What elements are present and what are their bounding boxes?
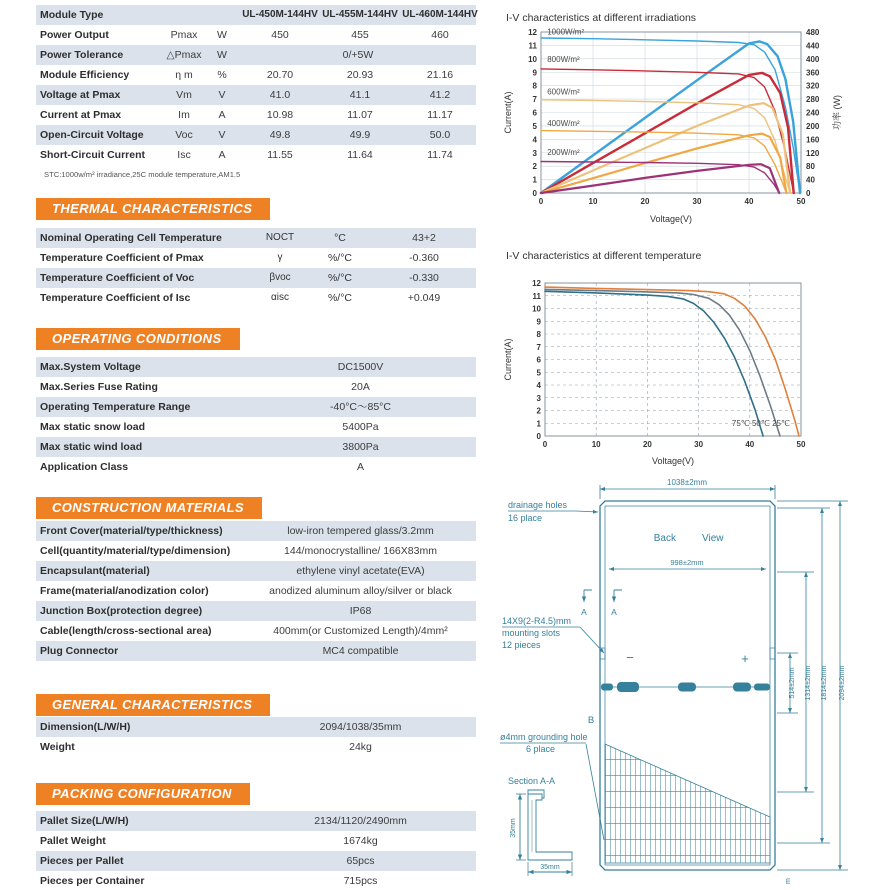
table-cell: 400mm(or Customized Length)/4mm² [273, 625, 448, 637]
minus-terminal-label: − [626, 650, 634, 665]
table-cell: Application Class [40, 461, 129, 473]
svg-text:35mm: 35mm [540, 864, 560, 871]
table-cell: 20.93 [346, 69, 374, 81]
table-cell: 11.74 [427, 149, 453, 161]
table-cell: Isc [177, 149, 191, 161]
table-cell: βvoc [269, 272, 291, 283]
svg-text:ø4mm grounding hole: ø4mm grounding hole [500, 732, 588, 742]
table-row [36, 105, 476, 125]
y-tick-label: 1 [536, 419, 541, 429]
stc-footnote: STC:1000w/m² irradiance,25C module temperature,AM1.5 [44, 170, 241, 179]
series-25C [545, 287, 799, 436]
table-cell: UL-460M-144HV [402, 9, 478, 20]
table-cell: Voc [175, 129, 193, 141]
table-cell: Cable(length/cross-sectional area) [40, 625, 212, 637]
table-cell: 2134/1120/2490mm [314, 815, 407, 827]
y-tick-label: 9 [536, 317, 541, 327]
table-cell: A [356, 461, 364, 473]
y2-tick-label: 240 [806, 108, 820, 118]
table-cell: 11.55 [267, 149, 293, 161]
table-cell: Plug Connector [40, 645, 119, 657]
table-cell: 455 [351, 29, 369, 41]
connector-cables [601, 682, 770, 692]
x-tick-label: 0 [538, 197, 544, 206]
table-cell: Junction Box(protection degree) [40, 605, 203, 617]
table-cell: Open-Circuit Voltage [40, 129, 144, 141]
svg-text:2094±2mm: 2094±2mm [839, 665, 846, 701]
table-cell: Max.System Voltage [40, 361, 141, 373]
section-header-general: GENERAL CHARACTERISTICS [36, 694, 270, 716]
y2-tick-label: 440 [806, 41, 820, 51]
table-cell: 43+2 [412, 232, 436, 244]
table-cell: 0/+5W [342, 49, 374, 61]
section-header-operating: OPERATING CONDITIONS [36, 328, 240, 350]
table-cell: Pieces per Pallet [40, 855, 124, 867]
x-tick-label: 30 [694, 440, 704, 449]
table-cell: NOCT [265, 232, 295, 243]
table-cell: Pallet Weight [40, 835, 106, 847]
table-cell: Vm [176, 89, 192, 101]
x-tick-label: 30 [692, 197, 702, 206]
table-cell: Cell(quantity/material/type/dimension) [40, 545, 231, 557]
table-cell [164, 5, 204, 25]
hatched-cell-area [605, 744, 770, 863]
y2-tick-label: 120 [806, 148, 820, 158]
table-cell: W [217, 49, 227, 61]
table-cell: 11.07 [347, 109, 373, 121]
y-axis-label: Current(A) [503, 338, 513, 381]
table-row [36, 65, 476, 85]
table-cell: Nominal Operating Cell Temperature [40, 232, 222, 244]
y-axis-label: Current(A) [503, 91, 513, 134]
table-cell: %/°C [327, 292, 353, 304]
table-cell: Encapsulant(material) [40, 565, 150, 577]
table-row [36, 377, 476, 397]
y-tick-label: 12 [528, 28, 537, 37]
b-label: B [587, 715, 595, 726]
table-row [36, 621, 476, 641]
y-tick-label: 2 [536, 406, 541, 416]
table-row [36, 145, 476, 165]
svg-text:35mm: 35mm [510, 818, 517, 838]
y-tick-label: 4 [532, 135, 537, 145]
table-row [36, 25, 476, 45]
table-cell: Weight [40, 741, 75, 753]
section-header-construction: CONSTRUCTION MATERIALS [36, 497, 262, 519]
table-cell: 20.70 [266, 69, 294, 81]
table-row [36, 601, 476, 621]
table-cell: Operating Temperature Range [40, 401, 191, 413]
x-tick-label: 0 [542, 440, 548, 449]
y-tick-label: 4 [536, 381, 541, 390]
table-cell: 21.16 [426, 69, 454, 81]
table-cell: Im [178, 109, 190, 121]
svg-text:1314±2mm: 1314±2mm [805, 665, 812, 701]
electrical-spec-table [36, 5, 476, 165]
table-row [36, 561, 476, 581]
table-cell: 450 [271, 29, 289, 41]
x-tick-label: 10 [588, 197, 598, 206]
table-cell: 41.1 [349, 89, 371, 101]
table-row [36, 228, 476, 248]
y2-tick-label: 360 [806, 68, 820, 78]
table-row [36, 871, 476, 890]
chart-title: I-V characteristics at different temperature [506, 250, 702, 262]
table-row [36, 851, 476, 871]
section-header-thermal: THERMAL CHARACTERISTICS [36, 198, 270, 220]
table-cell: Max static snow load [40, 421, 146, 433]
table-cell: Max.Series Fuse Rating [40, 381, 158, 393]
table-cell: Temperature Coefficient of Pmax [40, 252, 204, 264]
y-tick-label: 6 [536, 355, 541, 365]
y2-tick-label: 200 [806, 121, 820, 131]
chart-title: I-V characteristics at different irradiations [506, 12, 697, 24]
table-row [36, 437, 476, 457]
table-cell: 24kg [349, 741, 372, 753]
table-cell: DC1500V [337, 361, 384, 373]
table-cell: η m [175, 69, 193, 81]
table-cell: αisc [270, 292, 289, 303]
table-cell: 5400Pa [342, 421, 379, 433]
y-tick-label: 10 [528, 54, 537, 64]
svg-text:1814±2mm: 1814±2mm [821, 665, 828, 701]
y-tick-label: 0 [536, 432, 541, 441]
x-tick-label: 20 [640, 197, 650, 206]
table-cell: %/°C [327, 252, 353, 264]
table-row [36, 417, 476, 437]
packing-table [36, 811, 476, 890]
x-tick-label: 40 [744, 197, 754, 206]
y-tick-label: 6 [532, 108, 537, 118]
y-tick-label: 9 [532, 68, 537, 78]
inner-width-dimension [609, 558, 766, 569]
svg-text:514±2mm: 514±2mm [789, 667, 796, 699]
y-tick-label: 7 [536, 342, 541, 352]
width-dimension [600, 478, 775, 499]
curve-label: 75℃ 50℃ 25℃ [731, 418, 790, 428]
svg-text:16 place: 16 place [508, 513, 543, 523]
y-tick-label: 7 [532, 95, 537, 105]
mounting-slots-callout [502, 616, 775, 659]
table-cell: Front Cover(material/type/thickness) [40, 525, 223, 537]
curve-label: 1000W/m² [547, 27, 585, 37]
y-tick-label: 12 [532, 279, 541, 288]
back-view-label-1: Back [653, 533, 676, 544]
y2-tick-label: 160 [806, 135, 820, 145]
y-tick-label: 8 [536, 330, 541, 339]
table-cell: anodized aluminum alloy/silver or black [269, 585, 452, 597]
table-row [36, 288, 476, 308]
y-tick-label: 5 [536, 368, 541, 378]
svg-text:14X9(2-R4.5)mm: 14X9(2-R4.5)mm [502, 616, 572, 626]
table-cell: Max static wind load [40, 441, 143, 453]
y2-tick-label: 280 [806, 95, 820, 105]
x-tick-label: 50 [796, 440, 806, 449]
y-tick-label: 2 [532, 162, 537, 172]
table-cell: V [218, 89, 226, 101]
y-tick-label: 10 [532, 304, 541, 314]
operating-table [36, 357, 476, 477]
table-row [36, 5, 476, 25]
table-cell: 49.9 [349, 129, 371, 141]
y-tick-label: 5 [532, 121, 537, 131]
series-600W/m2 I-V [541, 100, 790, 193]
section-header-packing: PACKING CONFIGURATION [36, 783, 250, 805]
table-cell: 49.8 [269, 129, 291, 141]
table-cell: -0.360 [409, 252, 439, 264]
table-cell: 2094/1038/35mm [319, 721, 402, 733]
table-cell: °C [334, 232, 346, 244]
cropped-dim-text: m [785, 878, 792, 884]
table-row [36, 811, 476, 831]
table-cell: 20A [351, 381, 370, 393]
table-cell: A [218, 109, 226, 121]
table-cell: UL-450M-144HV [242, 9, 318, 20]
table-cell: Dimension(L/W/H) [40, 721, 131, 733]
iv-irradiance-chart [500, 8, 896, 226]
y2-tick-label: 400 [806, 54, 820, 64]
x-axis-label: Voltage(V) [649, 214, 693, 224]
table-row [36, 717, 476, 737]
y-tick-label: 11 [528, 41, 537, 51]
table-cell: Module Type [40, 9, 104, 21]
table-cell: Pmax [170, 29, 198, 41]
y2-tick-label: 480 [806, 28, 820, 37]
table-row [36, 268, 476, 288]
curve-label: 600W/m² [547, 87, 580, 97]
table-cell: 11.17 [427, 109, 453, 121]
table-cell: 11.64 [347, 149, 373, 161]
thermal-table [36, 228, 476, 308]
drainage-holes-callout [508, 500, 598, 523]
table-cell: 460 [431, 29, 449, 41]
x-tick-label: 20 [642, 440, 652, 449]
table-cell: W [217, 29, 227, 41]
table-cell: Power Tolerance [40, 49, 124, 61]
curve-label: 400W/m² [547, 118, 580, 128]
curve-label: 200W/m² [547, 147, 580, 157]
table-cell: Voltage at Pmax [40, 89, 121, 101]
table-row [36, 541, 476, 561]
table-cell: ethylene vinyl acetate(EVA) [296, 565, 425, 577]
table-cell: 715pcs [343, 875, 378, 887]
dim-top-label: 1038±2mm [667, 478, 707, 487]
table-cell: Pallet Size(L/W/H) [40, 815, 129, 827]
y-tick-label: 3 [536, 393, 541, 403]
iv-temperature-chart [500, 246, 896, 468]
table-cell: 144/monocrystalline/ 166X83mm [284, 545, 437, 557]
table-cell: γ [277, 252, 283, 263]
general-table [36, 717, 476, 757]
table-cell: -0.330 [409, 272, 439, 284]
table-cell: MC4 compatible [322, 645, 399, 657]
y2-tick-label: 0 [806, 189, 811, 198]
table-cell: 10.98 [266, 109, 294, 121]
section-cut-marks [581, 590, 622, 617]
table-cell: Power Output [40, 29, 109, 41]
y-tick-label: 3 [532, 148, 537, 158]
table-row [36, 737, 476, 757]
back-view-label-2: View [702, 533, 724, 544]
y-tick-label: 8 [532, 81, 537, 91]
table-row [36, 641, 476, 661]
table-row [36, 831, 476, 851]
table-cell: Pieces per Container [40, 875, 145, 887]
x-tick-label: 10 [591, 440, 601, 449]
table-cell: IP68 [349, 605, 372, 617]
table-cell [204, 5, 240, 25]
table-cell: Temperature Coefficient of Voc [40, 272, 195, 284]
table-row [36, 521, 476, 541]
table-cell: 41.0 [269, 89, 291, 101]
table-cell: A [218, 149, 226, 161]
table-cell: 3800Pa [342, 441, 379, 453]
y2-tick-label: 320 [806, 81, 820, 91]
table-row [36, 125, 476, 145]
table-cell: 65pcs [346, 855, 375, 867]
table-cell: +0.049 [407, 292, 441, 304]
length-dimensions [777, 501, 848, 870]
table-cell: %/°C [327, 272, 353, 284]
svg-text:Section A-A: Section A-A [508, 776, 556, 786]
series-75C [545, 291, 763, 436]
svg-text:A: A [611, 607, 617, 617]
series-50C [545, 289, 780, 436]
table-cell: -40°C～85°C [330, 401, 391, 413]
table-cell: low-iron tempered glass/3.2mm [287, 525, 434, 537]
table-row [36, 457, 476, 477]
table-row [36, 357, 476, 377]
table-row [36, 85, 476, 105]
dim-inner-label: 998±2mm [670, 558, 704, 567]
table-cell: Frame(material/anodization color) [40, 585, 209, 597]
x-axis-label: Voltage(V) [651, 456, 695, 466]
x-tick-label: 40 [745, 440, 755, 449]
section-aa-detail [508, 776, 572, 876]
table-cell: Current at Pmax [40, 109, 122, 121]
svg-text:6 place: 6 place [526, 744, 556, 754]
curve-label: 800W/m² [547, 55, 580, 65]
y2-tick-label: 40 [806, 175, 815, 185]
plus-terminal-label: + [741, 651, 749, 666]
y-tick-label: 11 [532, 291, 541, 301]
table-cell: △Pmax [166, 49, 202, 61]
svg-text:12 pieces: 12 pieces [502, 640, 541, 650]
table-cell: 41.2 [429, 89, 451, 101]
construction-table [36, 521, 476, 661]
y-tick-label: 0 [532, 189, 537, 198]
mechanical-drawing [488, 472, 896, 890]
table-cell: 1674kg [343, 835, 378, 847]
y2-tick-label: 80 [806, 162, 815, 172]
table-row [36, 45, 476, 65]
table-cell: Short-Circuit Current [40, 149, 145, 161]
y2-axis-label: 功率 (W) [832, 95, 842, 130]
svg-text:A: A [581, 607, 587, 617]
table-cell: % [217, 69, 227, 81]
table-cell: Module Efficiency [40, 69, 130, 81]
table-row [36, 248, 476, 268]
table-cell: 50.0 [429, 129, 451, 141]
table-row [36, 397, 476, 417]
svg-text:drainage holes: drainage holes [508, 500, 568, 510]
x-tick-label: 50 [796, 197, 806, 206]
table-row [36, 581, 476, 601]
table-cell: Temperature Coefficient of Isc [40, 292, 191, 304]
table-cell: UL-455M-144HV [322, 9, 398, 20]
svg-text:mounting slots: mounting slots [502, 628, 561, 638]
y-tick-label: 1 [532, 175, 537, 185]
table-cell: V [218, 129, 226, 141]
